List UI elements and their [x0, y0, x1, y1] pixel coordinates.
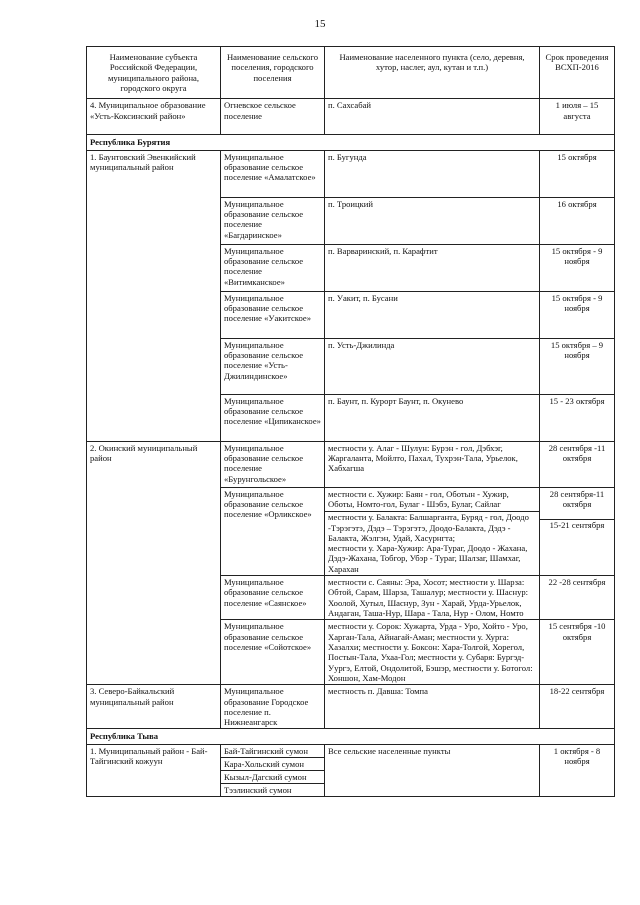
- locality-cell: п. Варваринский, п. Карафтит: [325, 244, 540, 291]
- settlement-cell: Муниципальное образование сельское поселение «Орликское»: [221, 487, 325, 576]
- period-cell: 28 сентября -11 октября: [540, 441, 615, 487]
- sumon-item: Кара-Хольский сумон: [221, 758, 324, 771]
- district-cell: 1. Баунтовский Эвенкийский муниципальный район: [87, 150, 221, 441]
- table-row: [87, 685, 615, 729]
- locality-cell: местности с. Саяны: Эра, Хосот; местности у. Шарза: Обтой, Сарам, Шарза, Ташалур; местности у. Шаснур: Хоолой, Хутыл, Шаснур, Зун - Харай, Урда-Урьелок, Андаган, Таша-Нур, Шара - Тала, Нур - Олом, Номто: [325, 576, 540, 620]
- settlement-cell: Муниципальное образование сельское поселение «Саянское»: [221, 576, 325, 620]
- period-cell: 16 октября: [540, 197, 615, 244]
- locality-cell: местность п. Давша: Томпа: [325, 685, 540, 729]
- census-schedule-table: [86, 46, 615, 797]
- region-row: [87, 729, 615, 744]
- district-cell: 3. Северо-Байкальский муниципальный район: [87, 685, 221, 729]
- period-cell: 15 октября: [540, 150, 615, 197]
- district-cell: 1. Муниципальный район - Бай-Тайгинский кожуун: [87, 744, 221, 796]
- period-cell: 1 июля – 15 августа: [540, 99, 615, 135]
- settlement-cell: Муниципальное образование сельское поселение «Бурунгольское»: [221, 441, 325, 487]
- locality-cell: п. Бугунда: [325, 150, 540, 197]
- region-row: [87, 135, 615, 150]
- period-cell: 15 - 23 октября: [540, 394, 615, 441]
- locality-cell: п. Усть-Джилинда: [325, 338, 540, 394]
- locality-cell: местности у. Алаг - Шулун: Бурэн - гол, Дэбхэг, Жаргаланта, Мойлто, Пахал, Тухрэн-Тала, Урьелок, Хабхагша: [325, 441, 540, 487]
- table-row: [87, 99, 615, 135]
- period-cell: 15 октября - 9 ноября: [540, 291, 615, 338]
- settlement-cell: Муниципальное образование сельское поселение «Багдаринское»: [221, 197, 325, 244]
- locality-part: местности у. Балакта: Балшарганта, Буряд - гол, Доодо -Тэрэгэтэ, Дэдэ – Тэрэгэтэ, Доодо-Балакта, Дэдэ - Балакта, Жэлгэн, Удай, Хасурнгта;: [328, 512, 529, 543]
- period-cell: 22 -28 сентября: [540, 576, 615, 620]
- locality-cell: Все сельские населенные пункты: [325, 744, 540, 796]
- locality-cell: п. Уакит, п. Бусани: [325, 291, 540, 338]
- district-cell: 2. Окинский муниципальный район: [87, 441, 221, 685]
- header-period: Срок проведения ВСХП-2016: [540, 47, 615, 99]
- settlement-cell: Муниципальное образование Городское поселение п. Нижнеангарск: [221, 685, 325, 729]
- locality-cell: местности у. Сорок: Хужарта, Урда - Уро, Хойто - Уро, Харган-Тала, Айнагай-Аман; местности у. Хурга: Хазалхи; местности у. Боксон: Хара-Толгой, Хорегол, Постын-Тала, Ухаа-Гол; местности у. Субаря: Бургэд-Уургэ, Елтой, Ондолитой, Бэшэр, местности у. Ботогол: Хоншон, Хам-Модон: [325, 620, 540, 685]
- period-cell: 15 октября – 9 ноября: [540, 338, 615, 394]
- locality-cell: п. Троицкий: [325, 197, 540, 244]
- period-cell: 1 октября - 8 ноября: [540, 744, 615, 796]
- district-cell: 4. Муниципальное образование «Усть-Коксинский район»: [87, 99, 221, 135]
- settlement-cell: Муниципальное образование сельское поселение «Амалатское»: [221, 150, 325, 197]
- period-cell: 15 октября - 9 ноября: [540, 244, 615, 291]
- locality-part: местности у. Хара-Хужир: Ара-Тураг, Доодо - Жахана, Дэдэ-Жахана, Тобгор, Убэр - Тураг, Шалзаг, Шамхаг, Харахан: [328, 543, 528, 574]
- settlement-cell: Муниципальное образование сельское поселение «Уакитское»: [221, 291, 325, 338]
- locality-cell: п. Сахсабай: [325, 99, 540, 135]
- sumon-list-cell: [221, 744, 325, 796]
- settlement-cell: Муниципальное образование сельское поселение «Ципиканское»: [221, 394, 325, 441]
- region-heading: Республика Тыва: [87, 729, 615, 744]
- settlement-cell: Муниципальное образование сельское поселение «Сойотское»: [221, 620, 325, 685]
- period-cell: 18-22 сентября: [540, 685, 615, 729]
- table-row: [87, 150, 615, 197]
- period-part: 15-21 сентября: [549, 519, 605, 530]
- table-row: [87, 744, 615, 796]
- sumon-item: Кызыл-Дагский сумон: [221, 771, 324, 784]
- locality-cell: п. Баунт, п. Курорт Баунт, п. Окунево: [325, 394, 540, 441]
- settlement-cell: Муниципальное образование сельское поселение «Витимканское»: [221, 244, 325, 291]
- header-locality: Наименование населенного пункта (село, деревня, хутор, наслег, аул, кутан и т.п.): [325, 47, 540, 99]
- header-settlement: Наименование сельского поселения, городского поселения: [221, 47, 325, 99]
- header-subject: Наименование субъекта Российской Федерации, муниципального района, городского округа: [87, 47, 221, 99]
- header-row: [87, 47, 615, 99]
- period-part: 28 сентября-11 октября: [540, 489, 614, 520]
- locality-cell: [325, 487, 540, 576]
- region-heading: Республика Бурятия: [87, 135, 615, 150]
- period-cell: 15 сентября -10 октября: [540, 620, 615, 685]
- settlement-cell: Муниципальное образование сельское поселение «Усть-Джилиндинское»: [221, 338, 325, 394]
- settlement-cell: Огневское сельское поселение: [221, 99, 325, 135]
- page-number: 15: [314, 18, 326, 30]
- sumon-item: Тээлинский сумон: [224, 784, 292, 795]
- sumon-item: Бай-Тайгинский сумон: [221, 745, 324, 758]
- sumon-list: [221, 745, 324, 796]
- period-cell: [540, 487, 615, 576]
- locality-part: местности с. Хужир: Баян - гол, Оботын - Хужир, Оботы, Номто-гол, Булаг - Шэбэ, Булаг, Сайлаг: [325, 489, 539, 513]
- table-row: [87, 441, 615, 487]
